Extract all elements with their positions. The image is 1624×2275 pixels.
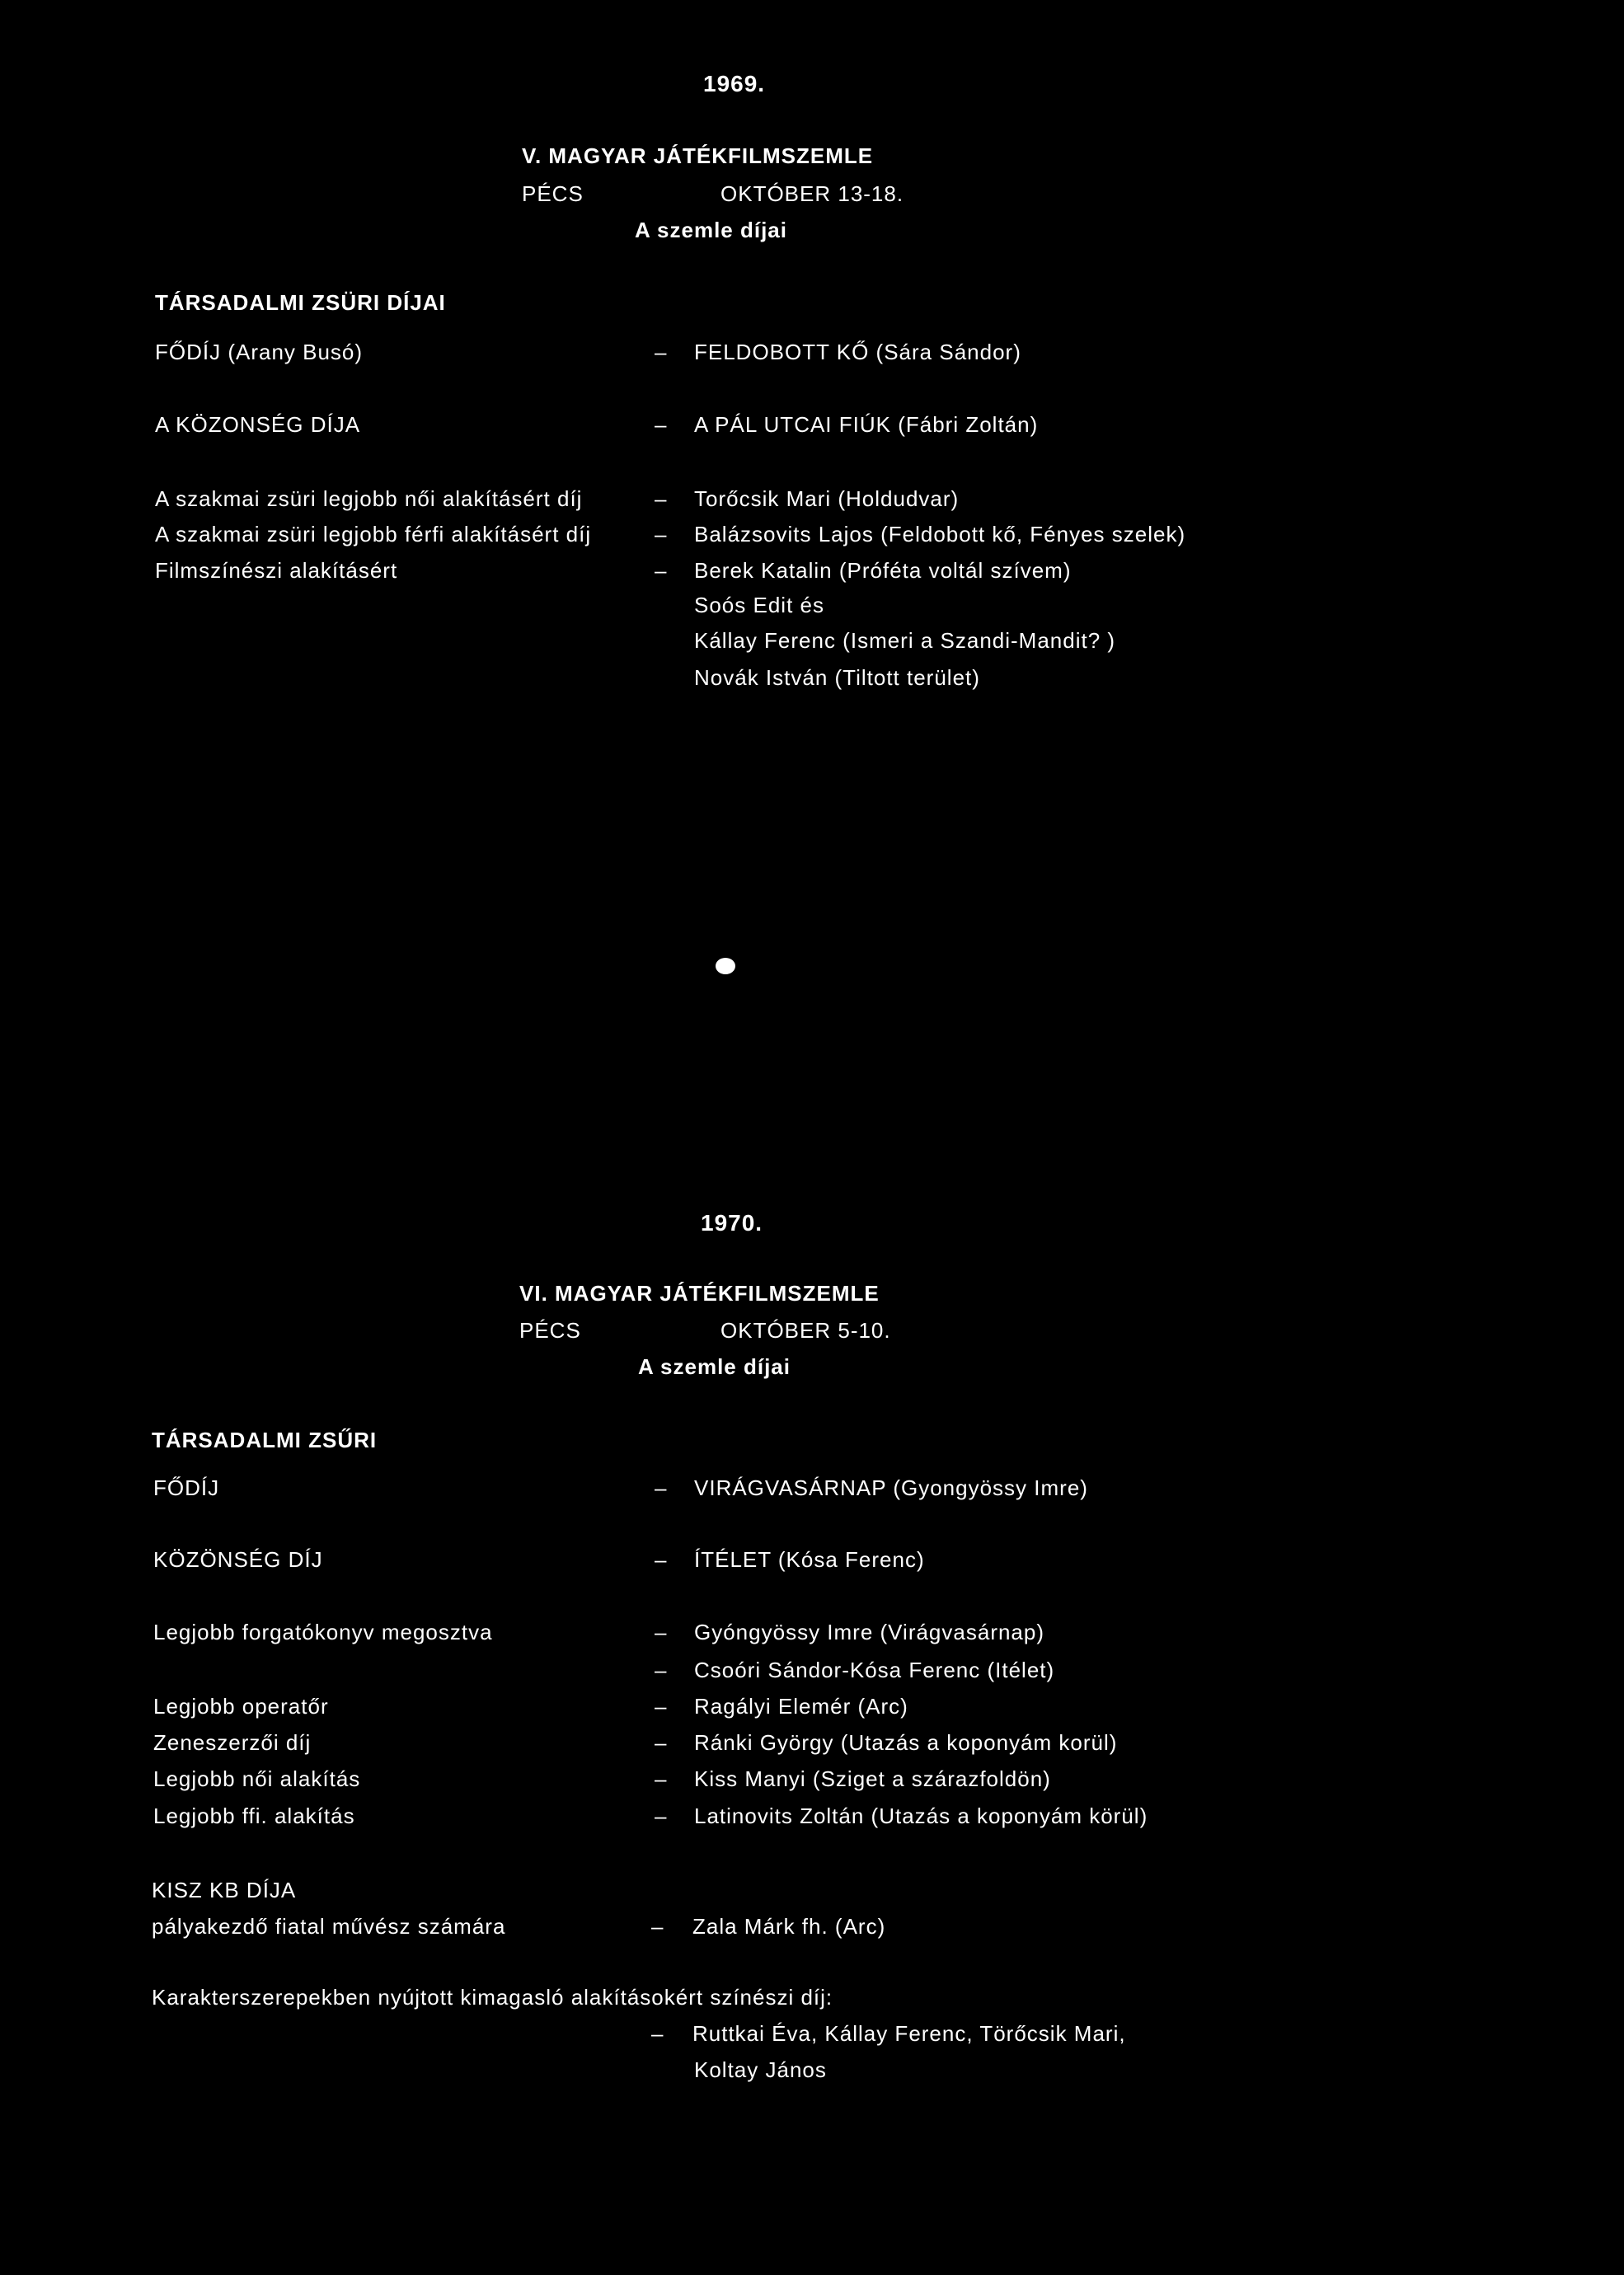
- award-winner: Kiss Manyi (Sziget a szárazfoldön): [694, 1766, 1051, 1791]
- dash: –: [655, 1766, 668, 1791]
- award-label: Legjobb operatőr: [153, 1694, 329, 1719]
- festival-city-1970: PÉCS: [519, 1318, 581, 1343]
- award-label: Zeneszerzői díj: [153, 1730, 312, 1755]
- award-winner: FELDOBOTT KŐ (Sára Sándor): [694, 340, 1021, 364]
- character-award-winners: Ruttkai Éva, Kállay Ferenc, Törőcsik Mari,: [692, 2021, 1126, 2046]
- subtitle-1969: A szemle díjai: [635, 218, 787, 242]
- dash: –: [655, 558, 668, 583]
- dash: –: [655, 1804, 668, 1828]
- kisz-winner: Zala Márk fh. (Arc): [692, 1914, 886, 1939]
- kisz-label: pályakezdő fiatal művész számára: [152, 1914, 506, 1939]
- award-winner: Torőcsik Mari (Holdudvar): [694, 486, 960, 511]
- dash: –: [655, 1694, 668, 1719]
- dash: –: [655, 1658, 668, 1682]
- award-winner: Csoóri Sándor-Kósa Ferenc (Itélet): [694, 1658, 1055, 1682]
- award-winner: Gyóngyössy Imre (Virágvasárnap): [694, 1620, 1045, 1644]
- award-winner: Latinovits Zoltán (Utazás a koponyám körül): [694, 1804, 1148, 1828]
- award-winner: Ránki György (Utazás a koponyám korül): [694, 1730, 1118, 1755]
- festival-city-1969: PÉCS: [522, 181, 584, 206]
- jury-heading-1969: TÁRSADALMI ZSÜRI DÍJAI: [155, 290, 446, 315]
- year-1970: 1970.: [701, 1210, 763, 1236]
- award-label: FŐDÍJ (Arany Busó): [155, 340, 364, 364]
- award-winner: VIRÁGVASÁRNAP (Gyongyössy Imre): [694, 1475, 1088, 1500]
- dash: –: [655, 412, 668, 437]
- year-1969: 1969.: [703, 71, 766, 96]
- award-winner: Balázsovits Lajos (Feldobott kő, Fényes szelek): [694, 522, 1186, 546]
- festival-title-1969: V. MAGYAR JÁTÉKFILMSZEMLE: [522, 143, 874, 168]
- award-winner-extra: Kállay Ferenc (Ismeri a Szandi-Mandit? ): [694, 628, 1116, 653]
- character-award-winners-cont: Koltay János: [694, 2057, 827, 2082]
- award-label: Legjobb ffi. alakítás: [153, 1804, 355, 1828]
- award-label: FŐDÍJ: [153, 1475, 220, 1500]
- kisz-heading: KISZ KB DÍJA: [152, 1878, 297, 1902]
- dash: –: [655, 522, 668, 546]
- page-dot: [716, 958, 735, 974]
- award-winner-extra: Novák István (Tiltott terület): [694, 665, 980, 690]
- subtitle-1970: A szemle díjai: [638, 1354, 791, 1379]
- dash: –: [651, 1914, 664, 1939]
- award-label: KÖZÖNSÉG DÍJ: [153, 1547, 323, 1572]
- award-winner: A PÁL UTCAI FIÚK (Fábri Zoltán): [694, 412, 1039, 437]
- festival-dates-1969: OKTÓBER 13-18.: [720, 181, 904, 206]
- character-award-heading: Karakterszerepekben nyújtott kimagasló alakításokért színészi díj:: [152, 1985, 833, 2010]
- dash: –: [655, 340, 668, 364]
- award-winner: Berek Katalin (Próféta voltál szívem): [694, 558, 1072, 583]
- award-label: A szakmai zsüri legjobb női alakításért díj: [155, 486, 583, 511]
- award-label: A KÖZONSÉG DÍJA: [155, 412, 361, 437]
- award-label: A szakmai zsüri legjobb férfi alakításért díj: [155, 522, 592, 546]
- jury-heading-1970: TÁRSADALMI ZSŰRI: [152, 1428, 378, 1452]
- award-label: Filmszínészi alakításért: [155, 558, 398, 583]
- award-label: Legjobb női alakítás: [153, 1766, 361, 1791]
- dash: –: [651, 2021, 664, 2046]
- festival-title-1970: VI. MAGYAR JÁTÉKFILMSZEMLE: [519, 1281, 880, 1306]
- festival-dates-1970: OKTÓBER 5-10.: [720, 1318, 891, 1343]
- dash: –: [655, 1475, 668, 1500]
- dash: –: [655, 1620, 668, 1644]
- dash: –: [655, 1730, 668, 1755]
- dash: –: [655, 486, 668, 511]
- award-winner: Ragályi Elemér (Arc): [694, 1694, 908, 1719]
- award-winner-extra: Soós Edit és: [694, 593, 824, 617]
- dash: –: [655, 1547, 668, 1572]
- award-label: Legjobb forgatókonyv megosztva: [153, 1620, 493, 1644]
- award-winner: ÍTÉLET (Kósa Ferenc): [694, 1547, 925, 1572]
